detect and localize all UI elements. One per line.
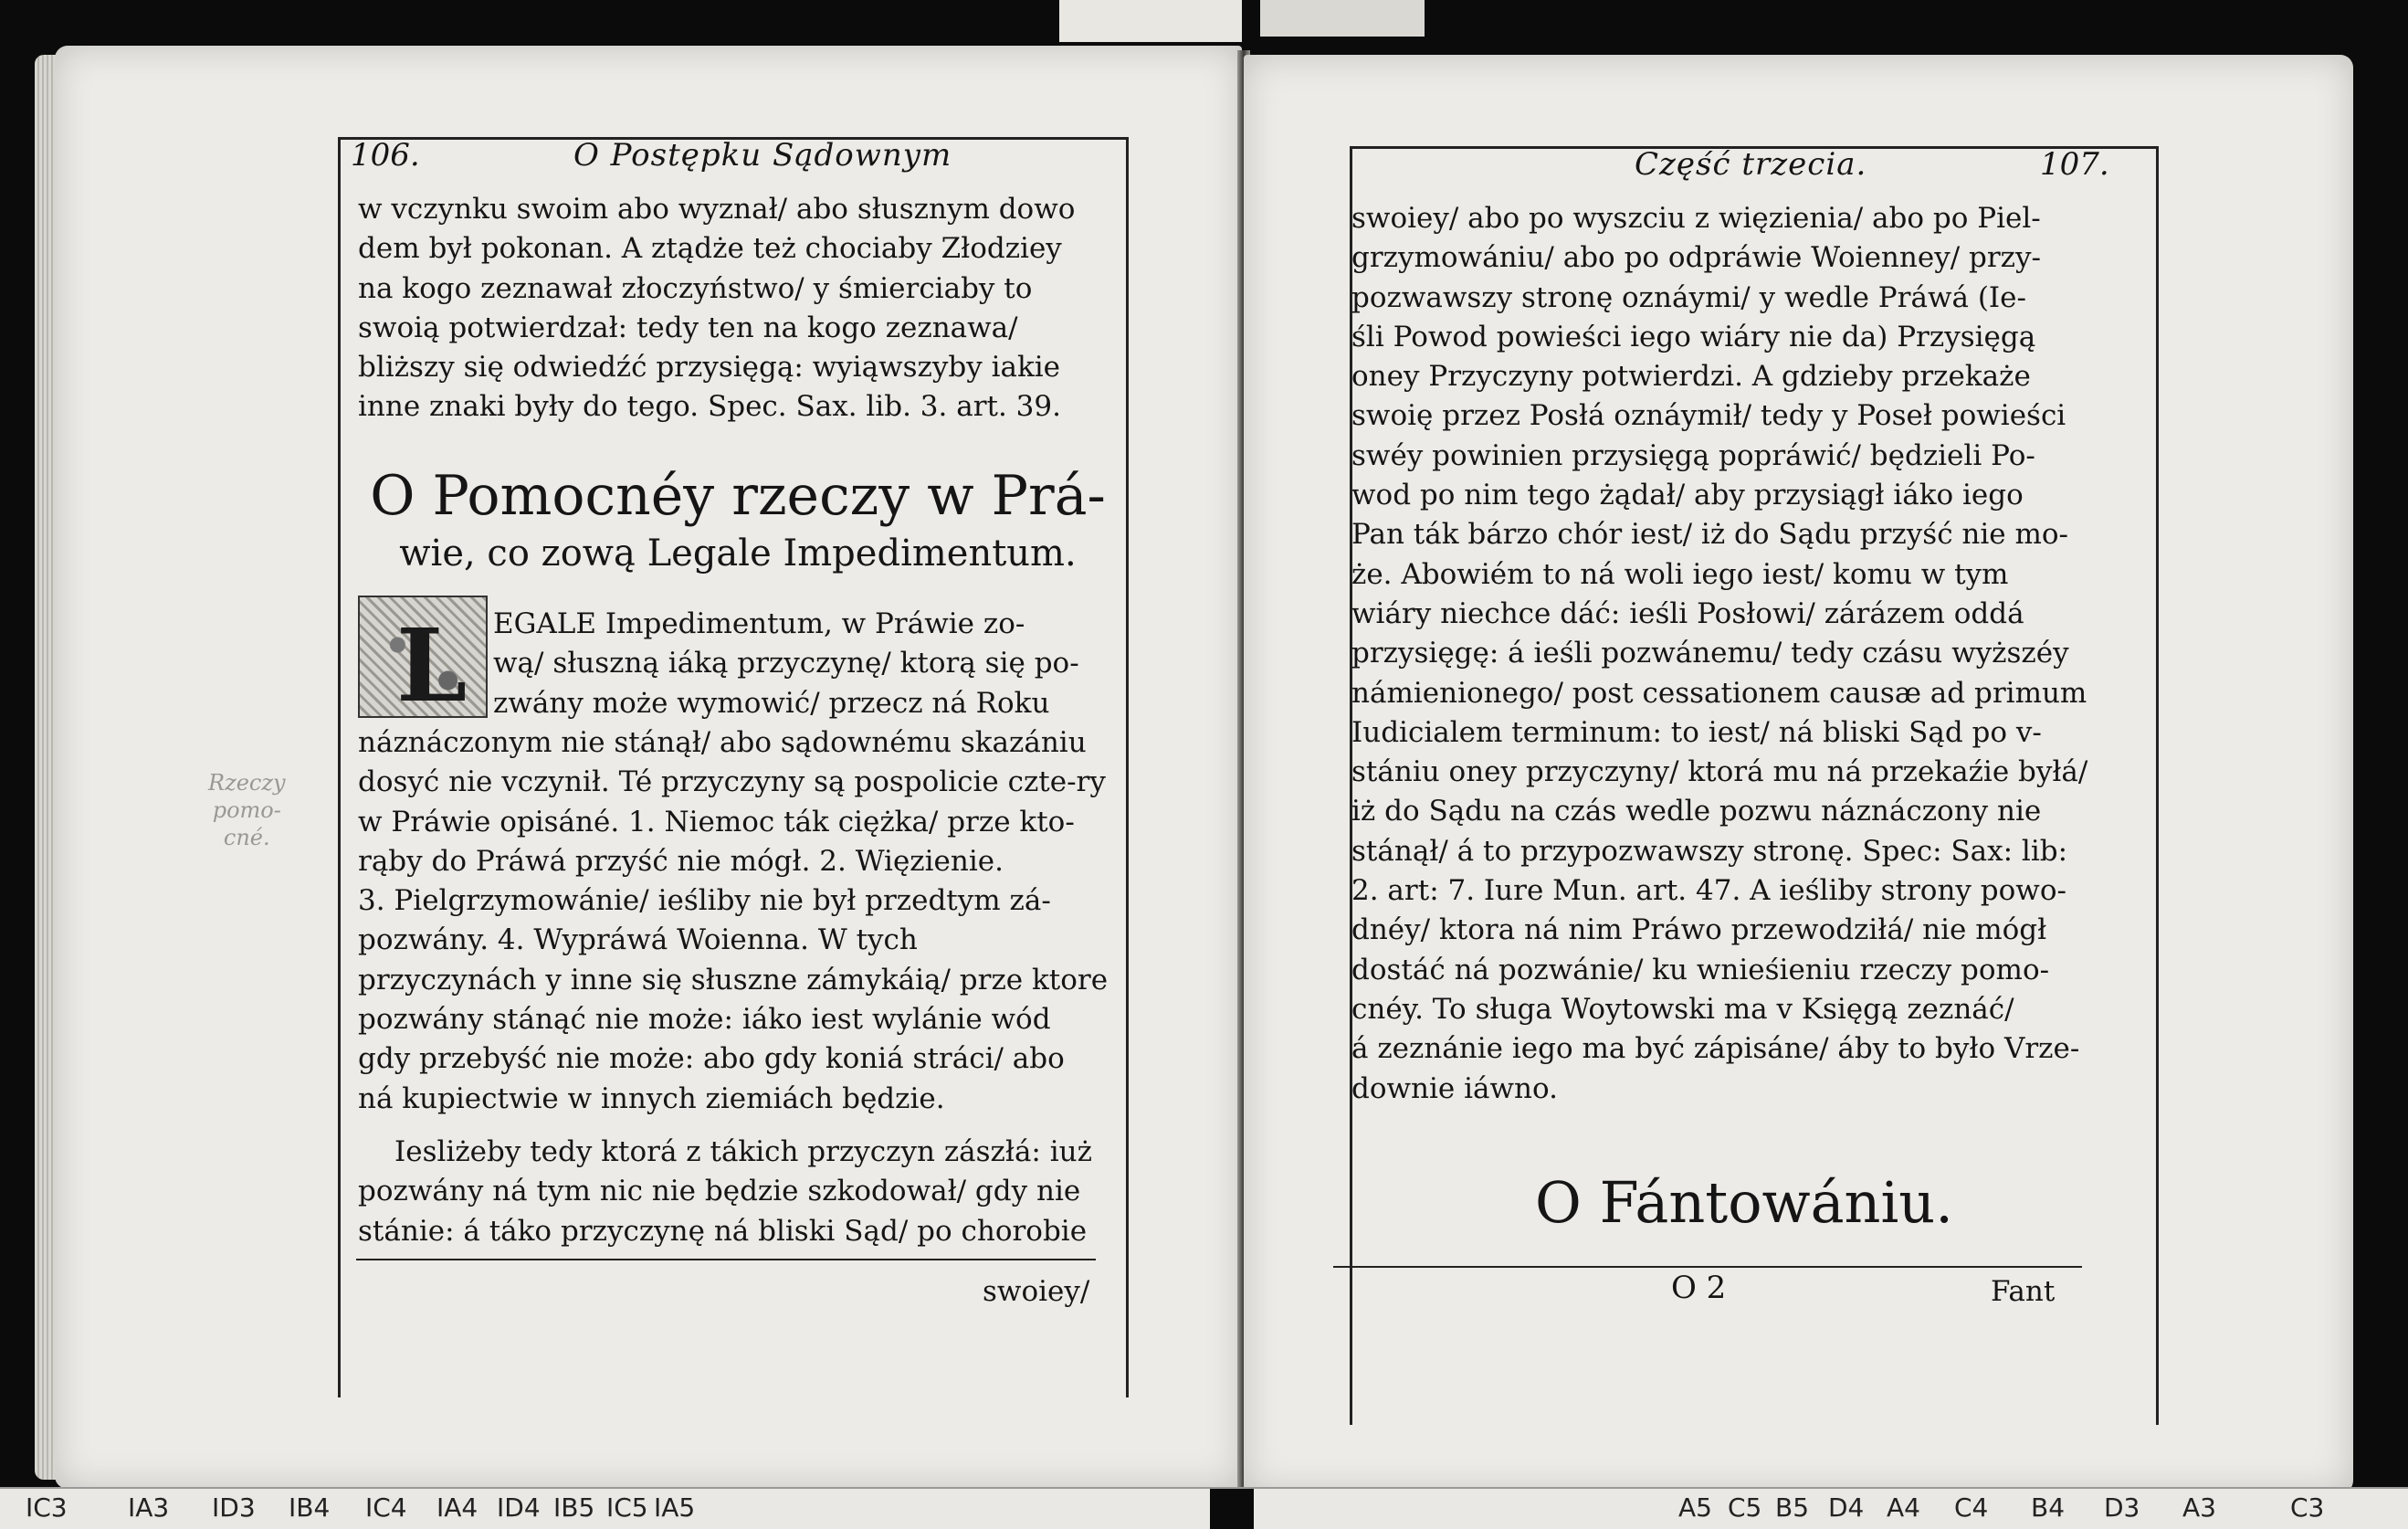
strip-label: IB5 bbox=[553, 1492, 595, 1523]
text-line: cnéy. To sługa Woytowski ma v Księgą zeznáć/ bbox=[1351, 992, 2014, 1026]
text-line: ná kupiectwie w innych ziemiách będzie. bbox=[358, 1081, 945, 1115]
text-line: inne znaki były do tego. Spec. Sax. lib. 3. art. 39. bbox=[358, 390, 1061, 424]
text-line: dostáć ná pozwánie/ ku wnieśieniu rzeczy pomo- bbox=[1351, 953, 2050, 986]
left-paragraph-3 bbox=[358, 1133, 1120, 1251]
text-line: wiáry niechce dáć: ieśli Posłowi/ zárázem oddá bbox=[1351, 596, 2024, 630]
margin-note-line: Rzeczy bbox=[208, 770, 286, 796]
text-line: stánie: á táko przyczynę ná bliski Sąd/ po chorobie bbox=[358, 1214, 1088, 1248]
margin-note-line: cné. bbox=[223, 825, 270, 850]
text-line: Iudicialem terminum: to iest/ ná bliski Sąd po v- bbox=[1351, 715, 2042, 749]
text-line: śli Powod powieści iego wiáry nie da) Przysięgą bbox=[1351, 320, 2036, 353]
strip-label: IB4 bbox=[289, 1492, 331, 1523]
strip-label: ID3 bbox=[212, 1492, 256, 1523]
text-line: náznáczonym nie stánął/ abo sądownému skazániu bbox=[358, 726, 1087, 759]
text-line: swéy powinien przysięgą popráwić/ będzieli Po- bbox=[1351, 438, 2035, 472]
strip-label: C3 bbox=[2290, 1492, 2325, 1523]
text-line: iż do Sądu na czás wedle pozwu náznáczony nie bbox=[1351, 795, 2042, 828]
text-line: á zeznánie iego ma być zápisáne/ áby to było Vrze- bbox=[1351, 1032, 2080, 1066]
text-line: dosyć nie vczynił. Té przyczyny są pospolicie czte-ry bbox=[358, 765, 1106, 799]
bottom-rule bbox=[356, 1259, 1096, 1260]
decorated-initial bbox=[358, 596, 488, 724]
text-line: wod po nim tego żądał/ aby przysiągł iáko iego bbox=[1351, 479, 2024, 512]
top-edge-fragment bbox=[1059, 0, 1242, 42]
strip-label: B4 bbox=[2031, 1492, 2066, 1523]
left-catchword: swoiey/ bbox=[983, 1275, 1090, 1308]
text-line: przyczynách y inne się słuszne zámykáią/ prze ktore bbox=[358, 963, 1109, 996]
left-running-title: O Postępku Sądownym bbox=[573, 137, 952, 174]
text-line: swoiey/ abo po wyszciu z więzienia/ abo po Piel- bbox=[1351, 202, 2041, 235]
text-line: oney Przyczyny potwierdzi. A gdzieby przekaże bbox=[1351, 360, 2031, 394]
strip-label: IA5 bbox=[654, 1492, 696, 1523]
strip-label: IA4 bbox=[436, 1492, 478, 1523]
drop-cap-letter: L bbox=[396, 606, 468, 724]
text-line: pozwány ná tym nic nie będzie szkodował/ gdy nie bbox=[358, 1175, 1081, 1208]
text-line: rąby do Práwá przyść nie mógł. 2. Więzienie. bbox=[358, 844, 1004, 878]
text-line: stánął/ á to przypozwawszy stronę. Spec: Sax: lib: bbox=[1351, 834, 2068, 868]
text-line: dem był pokonan. A ztądże też chociaby Złodziey bbox=[358, 232, 1062, 266]
text-line: swoią potwierdzał: tedy ten na kogo zeznawa/ bbox=[358, 311, 1018, 344]
strip-label: A5 bbox=[1678, 1492, 1712, 1523]
text-line: w Práwie opisáné. 1. Niemoc ták ciężka/ prze kto- bbox=[358, 805, 1075, 838]
text-line: Iesliżeby tedy ktorá z tákich przyczyn zászłá: iuż bbox=[394, 1135, 1092, 1168]
text-line: dnéy/ ktora ná nim Práwo przewodziłá/ nie mógł bbox=[1351, 913, 2047, 947]
text-line: EGALE Impedimentum, w Práwie zo- bbox=[493, 607, 1025, 640]
strip-label: IA3 bbox=[128, 1492, 170, 1523]
text-line: downie iáwno. bbox=[1351, 1071, 1558, 1105]
text-line: gdy przebyść nie może: abo gdy koniá stráci/ abo bbox=[358, 1042, 1065, 1076]
text-line: bliższy się odwiedźć przysięgą: wyiąwszyby iakie bbox=[358, 351, 1061, 385]
strip-label: ID4 bbox=[497, 1492, 541, 1523]
strip-label: D4 bbox=[1828, 1492, 1865, 1523]
bottom-rule bbox=[1333, 1266, 2082, 1268]
section-title-left-2: wie, co zową Legale Impedimentum. bbox=[399, 533, 1077, 575]
right-catchword: Fant bbox=[1991, 1275, 2056, 1308]
left-page-number: 106. bbox=[351, 137, 420, 174]
text-line: 3. Pielgrzymowánie/ ieśliby nie był przedtym zá- bbox=[358, 884, 1051, 918]
margin-note-line: pomo- bbox=[212, 797, 281, 823]
section-title-right: O Fántowániu. bbox=[1535, 1169, 1953, 1236]
strip-gap bbox=[1210, 1489, 1254, 1529]
strip-label: IC5 bbox=[606, 1492, 648, 1523]
section-title-left-1: O Pomocnéy rzeczy w Prá- bbox=[370, 464, 1106, 528]
margin-note bbox=[208, 769, 286, 851]
text-line: Pan ták bárzo chór iest/ iż do Sądu przyść nie mo- bbox=[1351, 518, 2069, 552]
strip-label: C5 bbox=[1728, 1492, 1762, 1523]
top-edge-fragment bbox=[1260, 0, 1425, 37]
right-running-title: Część trzecia. bbox=[1635, 146, 1867, 183]
text-line: w vczynku swoim abo wyznał/ abo słusznym dowo bbox=[358, 193, 1076, 226]
text-line: swoię przez Posłá oznáymił/ tedy y Poseł powieści bbox=[1351, 399, 2066, 433]
text-line: pozwány. 4. Wypráwá Woienna. W tych bbox=[358, 923, 918, 957]
text-line: stániu oney przyczyny/ ktorá mu ná przekaźie byłá/ bbox=[1351, 755, 2088, 789]
strip-label: IC4 bbox=[365, 1492, 407, 1523]
strip-label: A3 bbox=[2182, 1492, 2216, 1523]
strip-label: A4 bbox=[1887, 1492, 1920, 1523]
text-line: námienionego/ post cessationem causæ ad primum bbox=[1351, 676, 2087, 710]
strip-label: C4 bbox=[1954, 1492, 1989, 1523]
text-line: zwány może wymowić/ przecz ná Roku bbox=[493, 686, 1050, 720]
scan-target-strip bbox=[0, 1487, 2408, 1529]
signature-mark: O 2 bbox=[1671, 1270, 1727, 1306]
left-paragraph-1 bbox=[358, 190, 1118, 427]
left-paragraph-2-body bbox=[358, 723, 1120, 1119]
text-line: wą/ słuszną iáką przyczynę/ ktorą się po- bbox=[493, 647, 1079, 680]
right-paragraph-1 bbox=[1351, 199, 2137, 1109]
right-page-number: 107. bbox=[2040, 146, 2109, 183]
strip-label: B5 bbox=[1775, 1492, 1810, 1523]
text-line: pozwány stánąć nie może: iáko iest wylánie wód bbox=[358, 1003, 1051, 1037]
left-paragraph-2-head bbox=[493, 605, 1120, 723]
text-line: grzymowániu/ abo po odpráwie Woienney/ przy- bbox=[1351, 241, 2041, 275]
text-line: że. Abowiém to ná woli iego iest/ komu w tym bbox=[1351, 557, 2009, 591]
strip-label: D3 bbox=[2104, 1492, 2140, 1523]
text-line: przysięgę: á ieśli pozwánemu/ tedy czásu wyższéy bbox=[1351, 637, 2069, 670]
strip-label: IC3 bbox=[26, 1492, 68, 1523]
text-line: na kogo zeznawał złoczyństwo/ y śmierciaby to bbox=[358, 271, 1033, 305]
text-line: pozwawszy stronę oznáymi/ y wedle Práwá (Ie- bbox=[1351, 280, 2026, 314]
text-line: 2. art: 7. Iure Mun. art. 47. A ieśliby strony powo- bbox=[1351, 874, 2066, 908]
